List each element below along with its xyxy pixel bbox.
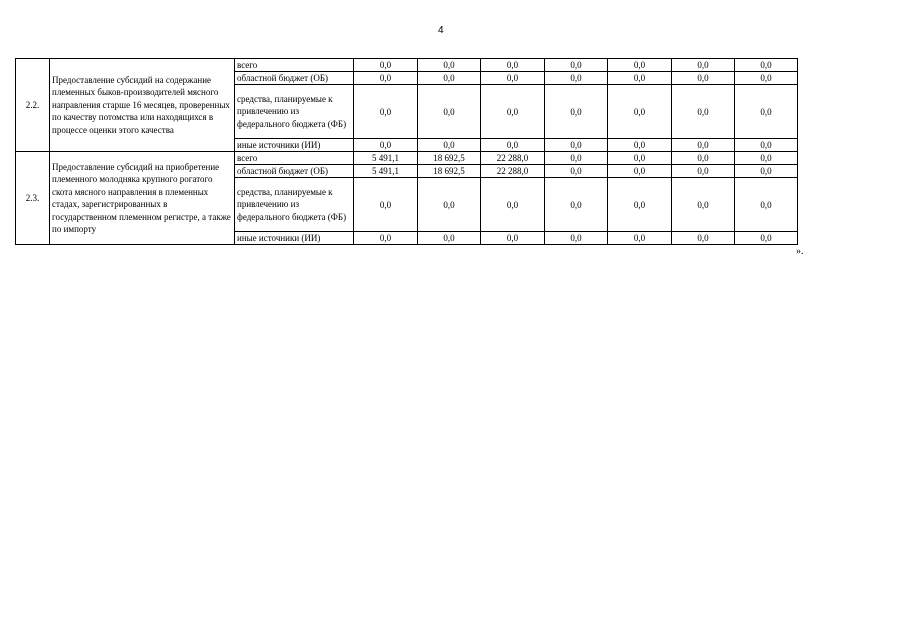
amount-cell: 0,0 xyxy=(481,178,545,232)
amount-cell: 0,0 xyxy=(354,59,418,72)
amount-cell: 0,0 xyxy=(545,232,608,245)
amount-cell: 0,0 xyxy=(481,59,545,72)
amount-cell: 0,0 xyxy=(545,59,608,72)
amount-cell: 0,0 xyxy=(608,152,672,165)
amount-cell: 0,0 xyxy=(608,59,672,72)
amount-cell: 0,0 xyxy=(418,139,481,152)
amount-cell: 0,0 xyxy=(672,85,735,139)
amount-cell: 0,0 xyxy=(481,72,545,85)
amount-cell: 5 491,1 xyxy=(354,152,418,165)
funding-source: всего xyxy=(235,59,354,72)
table-row xyxy=(16,152,798,165)
amount-cell: 0,0 xyxy=(672,232,735,245)
amount-cell: 0,0 xyxy=(354,178,418,232)
page-number: 4 xyxy=(438,25,444,36)
row-number: 2.3. xyxy=(16,152,50,245)
amount-cell: 0,0 xyxy=(735,85,798,139)
amount-cell: 0,0 xyxy=(672,72,735,85)
amount-cell: 0,0 xyxy=(672,178,735,232)
funding-source: иные источники (ИИ) xyxy=(235,232,354,245)
amount-cell: 0,0 xyxy=(354,85,418,139)
measure-name: Предоставление субсидий на приобретение племенного молодняка крупного рогатого скота мясного направления в племенных стадах, зарегистрированных в государственном племенном регистре, а также по импорту xyxy=(50,152,235,245)
budget-table xyxy=(15,58,798,245)
amount-cell: 0,0 xyxy=(418,72,481,85)
measure-name: Предоставление субсидий на содержание племенных быков-производителей мясного направления старше 16 месяцев, проверенных по качеству потомства или находящихся в процессе оценки этого качества xyxy=(50,59,235,152)
table-row xyxy=(16,59,798,72)
amount-cell: 0,0 xyxy=(672,139,735,152)
amount-cell: 0,0 xyxy=(545,152,608,165)
funding-source: иные источники (ИИ) xyxy=(235,139,354,152)
amount-cell: 0,0 xyxy=(672,59,735,72)
amount-cell: 22 288,0 xyxy=(481,152,545,165)
amount-cell: 0,0 xyxy=(481,232,545,245)
amount-cell: 0,0 xyxy=(545,85,608,139)
amount-cell: 0,0 xyxy=(735,72,798,85)
amount-cell: 0,0 xyxy=(481,139,545,152)
amount-cell: 0,0 xyxy=(545,139,608,152)
amount-cell: 0,0 xyxy=(608,165,672,178)
closing-quote: ». xyxy=(796,246,804,257)
amount-cell: 0,0 xyxy=(735,232,798,245)
amount-cell: 0,0 xyxy=(672,152,735,165)
amount-cell: 0,0 xyxy=(354,139,418,152)
amount-cell: 0,0 xyxy=(354,72,418,85)
amount-cell: 0,0 xyxy=(545,165,608,178)
amount-cell: 0,0 xyxy=(418,59,481,72)
amount-cell: 0,0 xyxy=(735,165,798,178)
amount-cell: 0,0 xyxy=(608,178,672,232)
amount-cell: 0,0 xyxy=(418,85,481,139)
amount-cell: 5 491,1 xyxy=(354,165,418,178)
amount-cell: 18 692,5 xyxy=(418,152,481,165)
amount-cell: 0,0 xyxy=(735,178,798,232)
amount-cell: 18 692,5 xyxy=(418,165,481,178)
row-number: 2.2. xyxy=(16,59,50,152)
amount-cell: 0,0 xyxy=(608,85,672,139)
funding-source: средства, планируемые к привлечению из федерального бюджета (ФБ) xyxy=(235,85,354,139)
funding-source: областной бюджет (ОБ) xyxy=(235,72,354,85)
funding-source: областной бюджет (ОБ) xyxy=(235,165,354,178)
funding-source: всего xyxy=(235,152,354,165)
amount-cell: 0,0 xyxy=(545,72,608,85)
amount-cell: 0,0 xyxy=(735,59,798,72)
amount-cell: 0,0 xyxy=(481,85,545,139)
amount-cell: 0,0 xyxy=(672,165,735,178)
amount-cell: 0,0 xyxy=(545,178,608,232)
amount-cell: 0,0 xyxy=(354,232,418,245)
amount-cell: 0,0 xyxy=(418,232,481,245)
amount-cell: 0,0 xyxy=(608,139,672,152)
amount-cell: 0,0 xyxy=(418,178,481,232)
amount-cell: 0,0 xyxy=(735,152,798,165)
amount-cell: 0,0 xyxy=(735,139,798,152)
amount-cell: 22 288,0 xyxy=(481,165,545,178)
amount-cell: 0,0 xyxy=(608,72,672,85)
amount-cell: 0,0 xyxy=(608,232,672,245)
funding-source: средства, планируемые к привлечению из федерального бюджета (ФБ) xyxy=(235,178,354,232)
